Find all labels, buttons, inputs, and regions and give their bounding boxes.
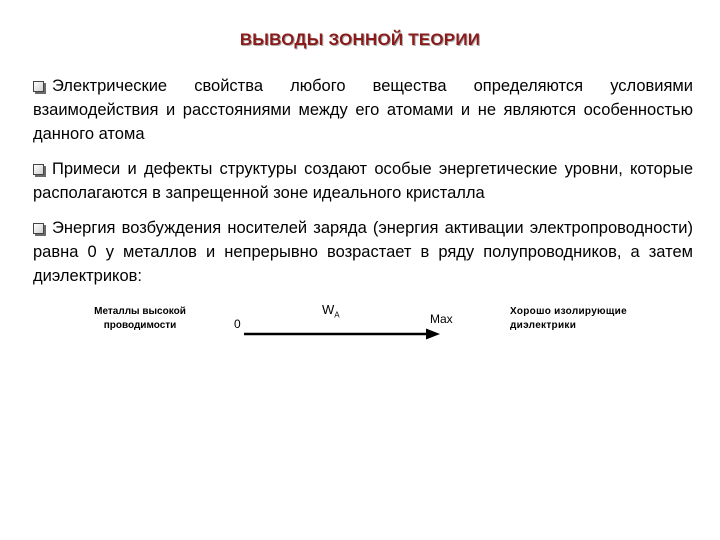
bullet-text: Электрические свойства любого вещества определяются условиями взаимодействия и расстояниями между его атомами и не являются особенностью данного атома bbox=[33, 77, 693, 143]
bullet-text: Примеси и дефекты структуры создают особые энергетические уровни, которые располагаются в запрещенной зоне идеального кристалла bbox=[33, 160, 693, 202]
bullet-list bbox=[33, 74, 693, 299]
energy-symbol bbox=[322, 302, 340, 320]
zero-label: 0 bbox=[234, 317, 241, 331]
checkbox-square-icon bbox=[33, 81, 44, 92]
checkbox-square-icon bbox=[33, 164, 44, 175]
arrow-head-icon bbox=[426, 329, 440, 340]
max-label: Max bbox=[430, 312, 453, 326]
bullet-item bbox=[33, 74, 693, 146]
bullet-item bbox=[33, 157, 693, 205]
checkbox-square-icon bbox=[33, 223, 44, 234]
bullet-item bbox=[33, 216, 693, 288]
scale-arrow bbox=[244, 327, 444, 341]
dielectrics-label: Хорошо изолирующие диэлектрики bbox=[510, 306, 627, 331]
page-title: ВЫВОДЫ ЗОННОЙ ТЕОРИИ bbox=[239, 30, 481, 49]
activation-energy-scale bbox=[0, 295, 720, 355]
metals-label: Металлы высокой проводимости bbox=[94, 306, 186, 331]
energy-symbol-subscript: A bbox=[334, 310, 340, 320]
energy-symbol-main: W bbox=[322, 302, 335, 317]
bullet-text: Энергия возбуждения носителей заряда (энергия активации электропроводности) равна 0 у металлов и непрерывно возрастает в ряду полупроводников, а затем диэлектриков: bbox=[33, 219, 693, 285]
